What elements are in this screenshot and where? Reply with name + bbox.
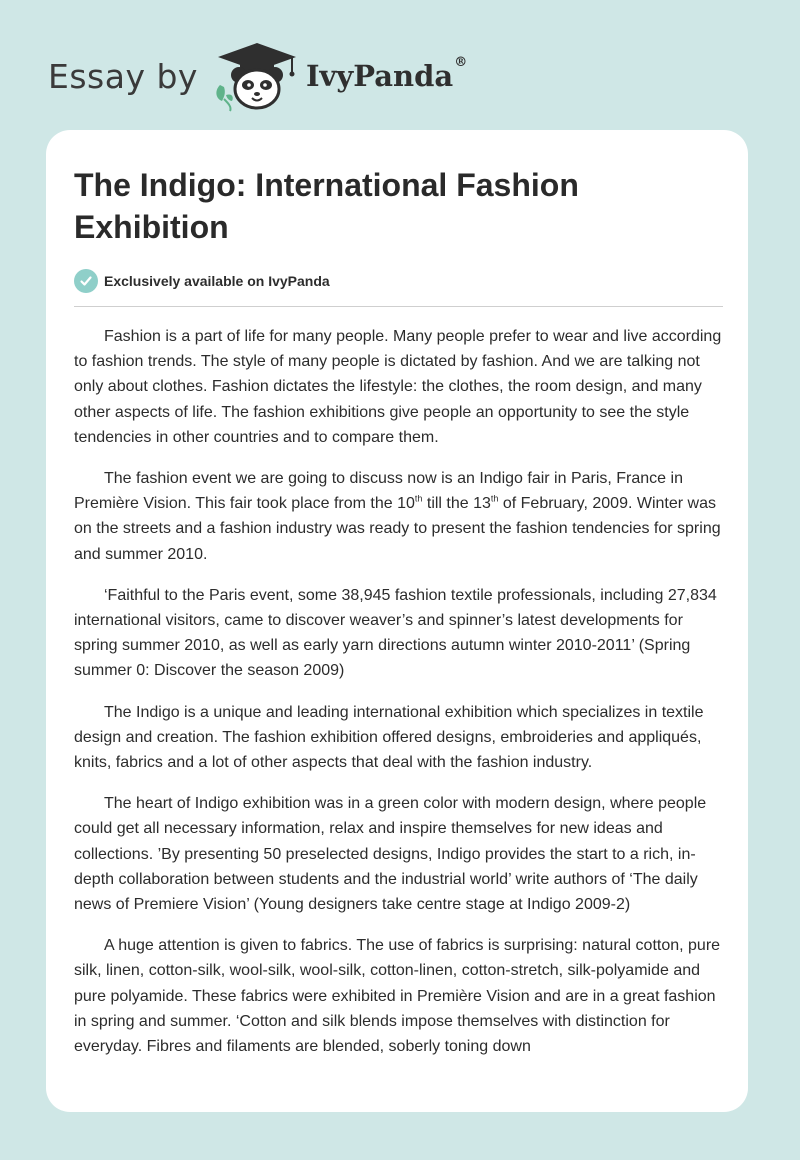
ivy-leaf-icon <box>216 85 232 111</box>
ordinal-suffix: th <box>414 493 423 504</box>
paragraph-6: A huge attention is given to fabrics. The use of fabrics is surprising: natural cotton, pure silk, linen, cotton-silk, wool-silk, wool-silk, cotton-linen, cotton-stretch, silk-polyamide and pure polyamide. These fabrics were exhibited in Première Vision and are in a great fashion in spring and summer. ‘Cotton and silk blends impose themselves with distinction for everyday. Fibres and filaments are blended, soberly toning down <box>74 937 721 1056</box>
site-header <box>48 36 467 116</box>
paragraph-5: The heart of Indigo exhibition was in a green color with modern design, where people could get all necessary information, relax and inspire themselves for new ideas and collections. ’By presenting 50 preselected designs, Indigo provides the start to a rich, in-depth collaboration between students and the industrial world’ write authors of ‘The daily news of Premiere Vision’ (Young designers take centre stage at Indigo 2009-2) <box>74 795 707 914</box>
paragraph-3: ‘Faithful to the Paris event, some 38,945 fashion textile professionals, including 27,834 international visitors, came to discover weaver’s and spinner’s latest developments for spring summer 2010, as well as early yarn directions autumn winter 2010-2011’ (Spring summer 0: Discover the season 2009) <box>74 586 717 680</box>
divider <box>74 306 723 307</box>
paragraph-2: The fashion event we are going to discuss now is an Indigo fair in Paris, France in Première Vision. This fair took place from the 10th till the 13th of February, 2009. Winter was on the streets and a fashion industry was ready to present the fashion tendencies for spring and summer 2010. <box>74 470 721 563</box>
exclusive-label: Exclusively available on IvyPanda <box>104 273 330 289</box>
registered-mark: ® <box>454 55 468 70</box>
essay-body <box>74 324 723 1059</box>
paragraph-4: The Indigo is a unique and leading international exhibition which specializes in textile design and creation. The fashion exhibition offered designs, embroideries and appliqués, knits, fabrics and a lot of other aspects that deal with the fashion industry. <box>74 703 704 772</box>
paragraph-1: Fashion is a part of life for many people. Many people prefer to wear and live according to fashion trends. The style of many people is dictated by fashion. And we are talking not only about clothes. Fashion dictates the lifestyle: the clothes, the room design, and many other aspects of life. The fashion exhibitions give people an opportunity to see the style tendencies in other countries and to compare them. <box>74 328 722 446</box>
panda-logo-icon[interactable] <box>212 39 302 113</box>
ordinal-suffix: th <box>490 493 499 504</box>
essay-card <box>46 130 748 1112</box>
essay-by-label: Essay by <box>48 56 198 96</box>
check-icon <box>74 269 98 293</box>
exclusive-badge <box>74 268 723 294</box>
essay-title: The Indigo: International Fashion Exhibition <box>74 167 579 245</box>
brand-name[interactable]: IvyPanda® <box>305 55 468 93</box>
